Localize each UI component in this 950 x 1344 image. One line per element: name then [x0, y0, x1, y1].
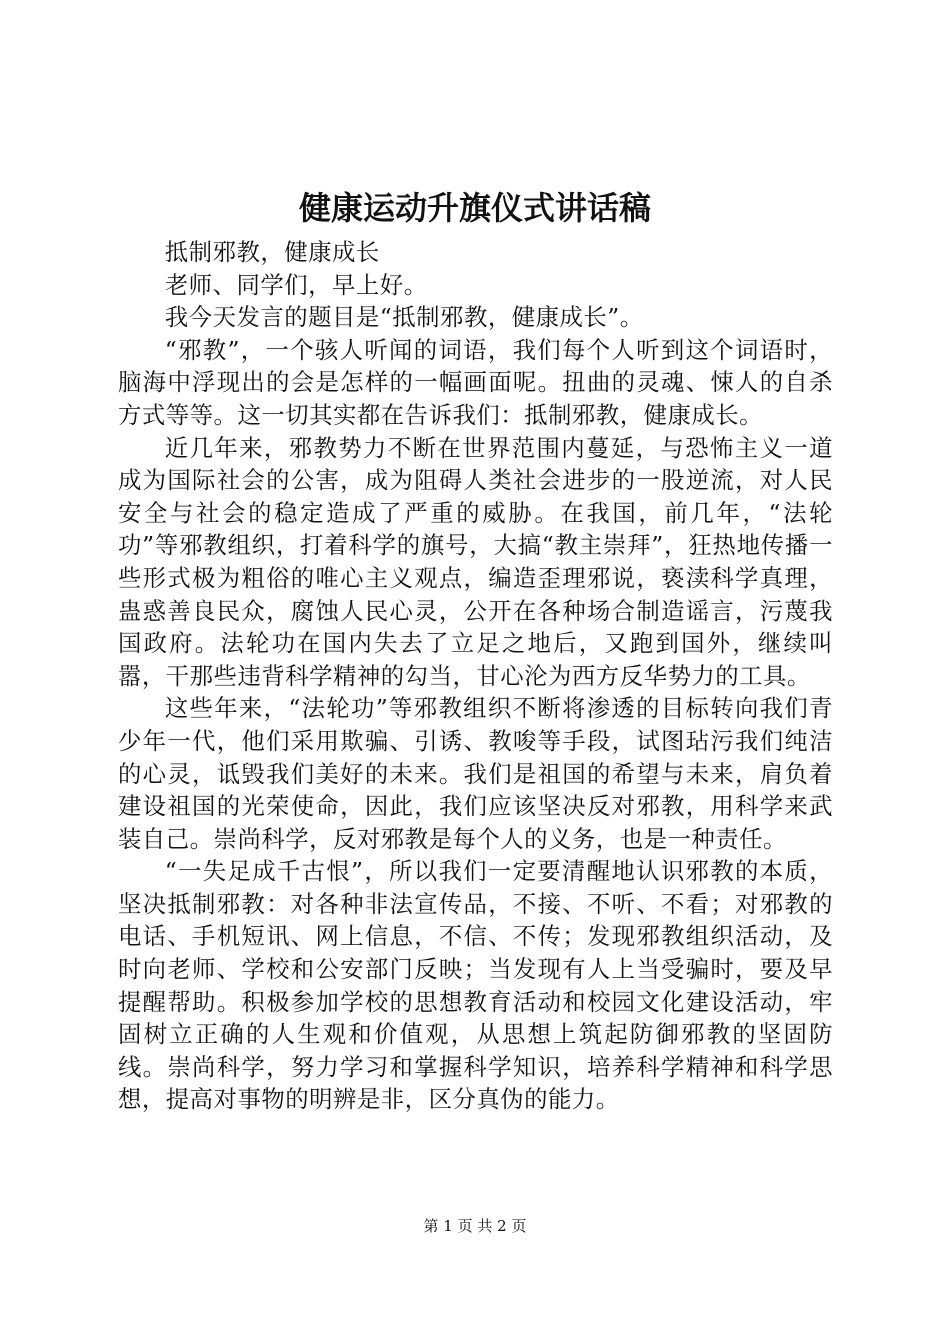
paragraph-subtitle: 抵制邪教，健康成长 [164, 238, 380, 266]
paragraph-body-1: “邪教”，一个骇人听闻的词语，我们每个人听到这个词语时，脑海中浮现出的会是怎样的一幅画面呢。扭曲的灵魂、悚人的自杀方式等等。这一切其实都在告诉我们：抵制邪教，健康成长。 [118, 335, 833, 429]
paragraph-body-4: “一失足成千古恨”，所以我们一定要清醒地认识邪教的本质，坚决抵制邪教：对各种非法宣传品，不接、不听、不看；对邪教的电话、手机短讯、网上信息，不信、不传；发现邪教组织活动，及时向老师、学校和公安部门反映；当发现有人上当受骗时，要及早提醒帮助。积极参加学校的思想教育活动和校园文化建设活动，牢固树立正确的人生观和价值观，从思想上筑起防御邪教的坚固防线。崇尚科学，努力学习和掌握科学知识，培养科学精神和科学思想，提高对事物的明辨是非，区分真伪的能力。 [118, 857, 833, 1114]
paragraph-body-2: 近几年来，邪教势力不断在世界范围内蔓延，与恐怖主义一道成为国际社会的公害，成为阻碍人类社会进步的一股逆流，对人民安全与社会的稳定造成了严重的威胁。在我国，前几年，“法轮功”等邪教组织，打着科学的旗号，大搞“教主崇拜”，狂热地传播一些形式极为粗俗的唯心主义观点，编造歪理邪说，亵渎科学真理，蛊惑善良民众，腐蚀人民心灵，公开在各种场合制造谣言，污蔑我国政府。法轮功在国内失去了立足之地后，又跑到国外，继续叫嚣，干那些违背科学精神的勾当，甘心沦为西方反华势力的工具。 [118, 433, 833, 690]
document-body [118, 236, 833, 1116]
paragraph-greeting: 老师、同学们，早上好。 [164, 270, 428, 299]
paragraph-topic: 我今天发言的题目是“抵制邪教，健康成长”。 [164, 303, 644, 332]
document-title: 健康运动升旗仪式讲话稿 [298, 189, 651, 227]
page-footer: 第 1 页 共 2 页 [423, 1217, 527, 1235]
paragraph-body-3: 这些年来，“法轮功”等邪教组织不断将渗透的目标转向我们青少年一代，他们采用欺骗、引诱、教唆等手段，试图玷污我们纯洁的心灵，诋毁我们美好的未来。我们是祖国的希望与未来，肩负着建设祖国的光荣使命，因此，我们应该坚决反对邪教，用科学来武装自己。崇尚科学，反对邪教是每个人的义务，也是一种责任。 [118, 694, 833, 853]
